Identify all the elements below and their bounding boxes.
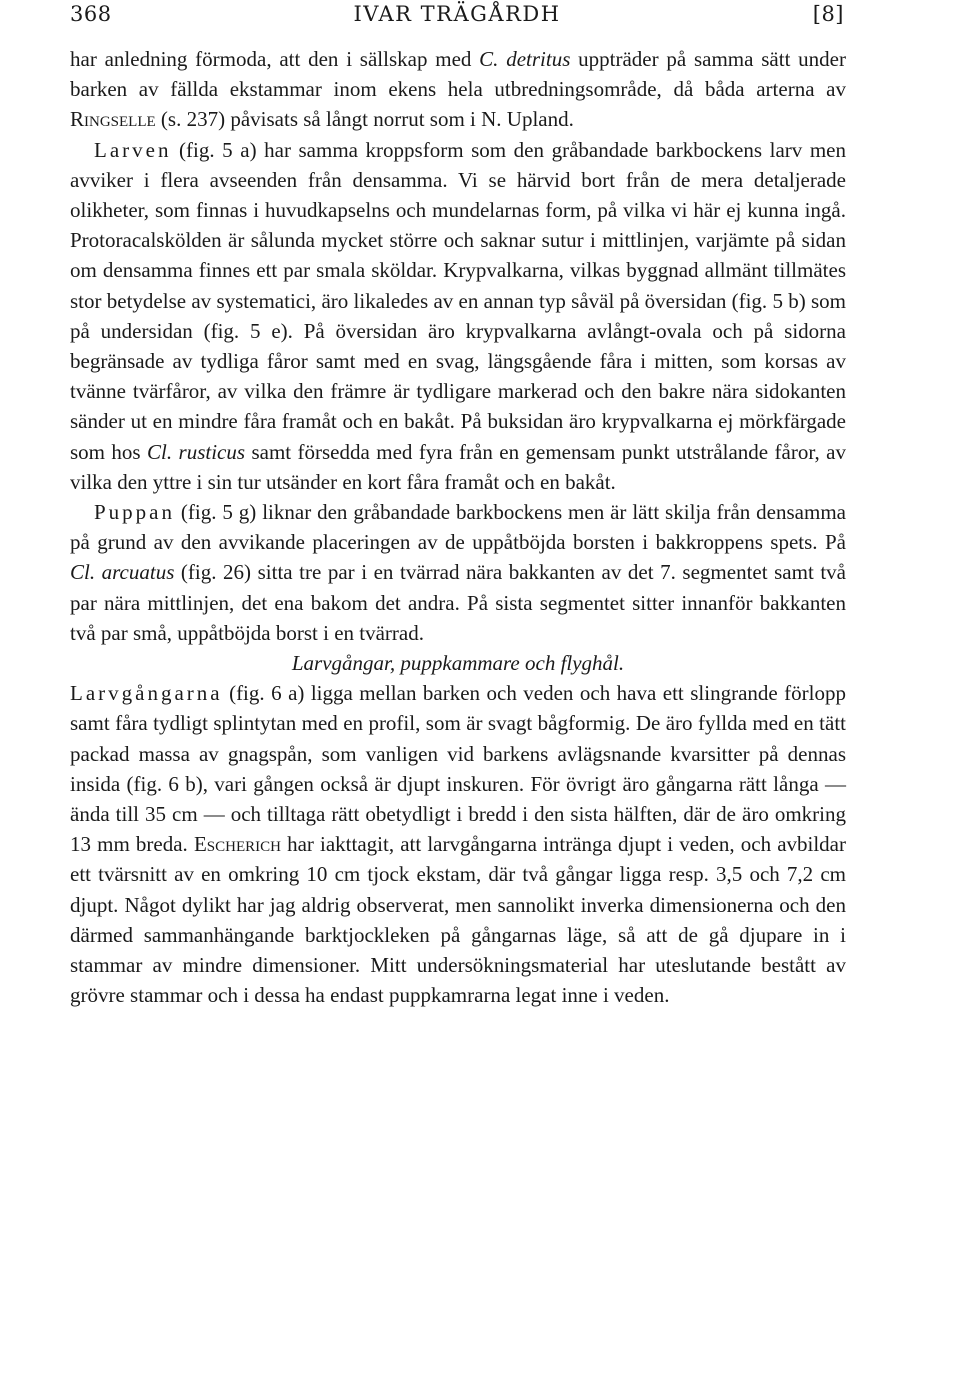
running-title: IVAR TRÄGÅRDH bbox=[353, 2, 561, 26]
paragraph-1 bbox=[70, 44, 846, 135]
text-run: har iakttagit, att larvgångarna inträngа djupt i veden, och avbildar ett tvärsnitt av en omkring 10 cm tjock ekstam, där två gångar ligga resp. 3,5 och 7,2 cm djupt. Något dylikt har jag aldrig observerat, men sannolikt inverka dimensionerna och den därmed sammanhängande barktjockleken på gångarnas läge, så att de gå djupare in i stammar av mindre dimensioner. Mitt undersökningsmaterial har uteslutande bestått av grövre stammar och i dessa ha endast puppkamrarna legat inne i veden. bbox=[70, 832, 846, 1008]
paragraph-puppan bbox=[70, 497, 846, 648]
author-name: Escherich bbox=[193, 832, 281, 857]
body-text bbox=[70, 44, 846, 1011]
text-run: uppträder på samma sätt under barken av fällda ekstammar inom ekens hela utbredningsområde, då båda arterna av bbox=[70, 47, 846, 102]
paragraph-larven bbox=[70, 135, 846, 497]
text-run: (s. 237) påvisats så långt norrut som i N. Upland. bbox=[155, 107, 574, 132]
section-heading: Larvgångar, puppkammare och flyghål. bbox=[291, 651, 625, 676]
spaced-term: Larvgångarna bbox=[70, 681, 223, 706]
spaced-term: Puppan bbox=[94, 500, 175, 525]
text-run: (fig. 26) sitta tre par i en tvärrad nära bakkanten av det 7. segmentet samt två par nära mittlinjen, det ena bakom det andra. På sista segmentet sitter innanför bakkanten två par små, uppåtböjda borst i en tvärrad. bbox=[70, 560, 846, 645]
section-number: [8] bbox=[812, 2, 844, 26]
text-run: samt försedda med fyra från en gemensam punkt utstrålande fåror, av vilka den yttre i sin tur utsänder en kort fåra framåt och en bakåt. bbox=[70, 439, 846, 494]
text-run: har anledning förmoda, att den i sällskap med bbox=[70, 47, 480, 71]
author-name: Ringselle bbox=[70, 107, 156, 132]
spaced-term: Larven bbox=[94, 137, 172, 162]
species-name: Cl. arcuatus bbox=[70, 560, 175, 585]
page-number: 368 bbox=[70, 2, 112, 26]
paragraph-larvgangarna bbox=[70, 678, 846, 1010]
species-name: C. detritus bbox=[479, 47, 571, 71]
text-run: (fig. 5 g) liknar den gråbandade barkbockens men är lätt skilja från densamma på grund av den avvikande placeringen av de uppåtböjda borsten i bakkroppens spets. På bbox=[70, 500, 846, 555]
text-run: (fig. 6 a) ligga mellan barken och veden och hava ett slingrande förlopp samt fåra tydligt splintytan med en profil, som är svagt bågformig. De äro fyllda med en tätt packad massa av gnagspån, som vanligen vid barkens avlägsnande kvarsitter på dennas insida (fig. 6 b), vari gången också är djupt inskuren. För övrigt äro gångarna rätt långa — ända till 35 cm — och tilltaga rätt obetydligt i bredd i den sista hälften, där de äro omkring 13 mm breda. bbox=[70, 681, 846, 857]
species-name: Cl. rusticus bbox=[147, 439, 246, 464]
running-header bbox=[70, 0, 844, 34]
text-run: (fig. 5 a) har samma kroppsform som den gråbandade barkbockens larv men avviker i flera avseenden från densamma. Vi se härvid bort från de mera detaljerade olikheter, som finnas i huvudkapselns och mundelarnas form, på vilka vi här ej kunna ingå. Protoracalskölden är sålunda mycket större och saknar sutur i mittlinjen, varjämte på sidan om densamma finnes ett par smala sköldar. Krypvalkarna, vilkas byggnad allmänt tillmätes stor betydelse av systematici, äro likaledes av en annan typ såväl på översidan (fig. 5 b) som på undersidan (fig. 5 e). På översidan äro krypvalkarna avlångt-ovala och på sidorna begränsade av tydliga fåror samt med en svag, längsgående fåra i mitten, som korsas av tvänne tvärfåror, av vilka den främre är tydligare markerad och den bakre nära sidokanten sänder ut en mindre fåra framåt och en bakåt. På buksidan äro krypvalkarna ej mörkfärgade som hos bbox=[70, 137, 846, 464]
